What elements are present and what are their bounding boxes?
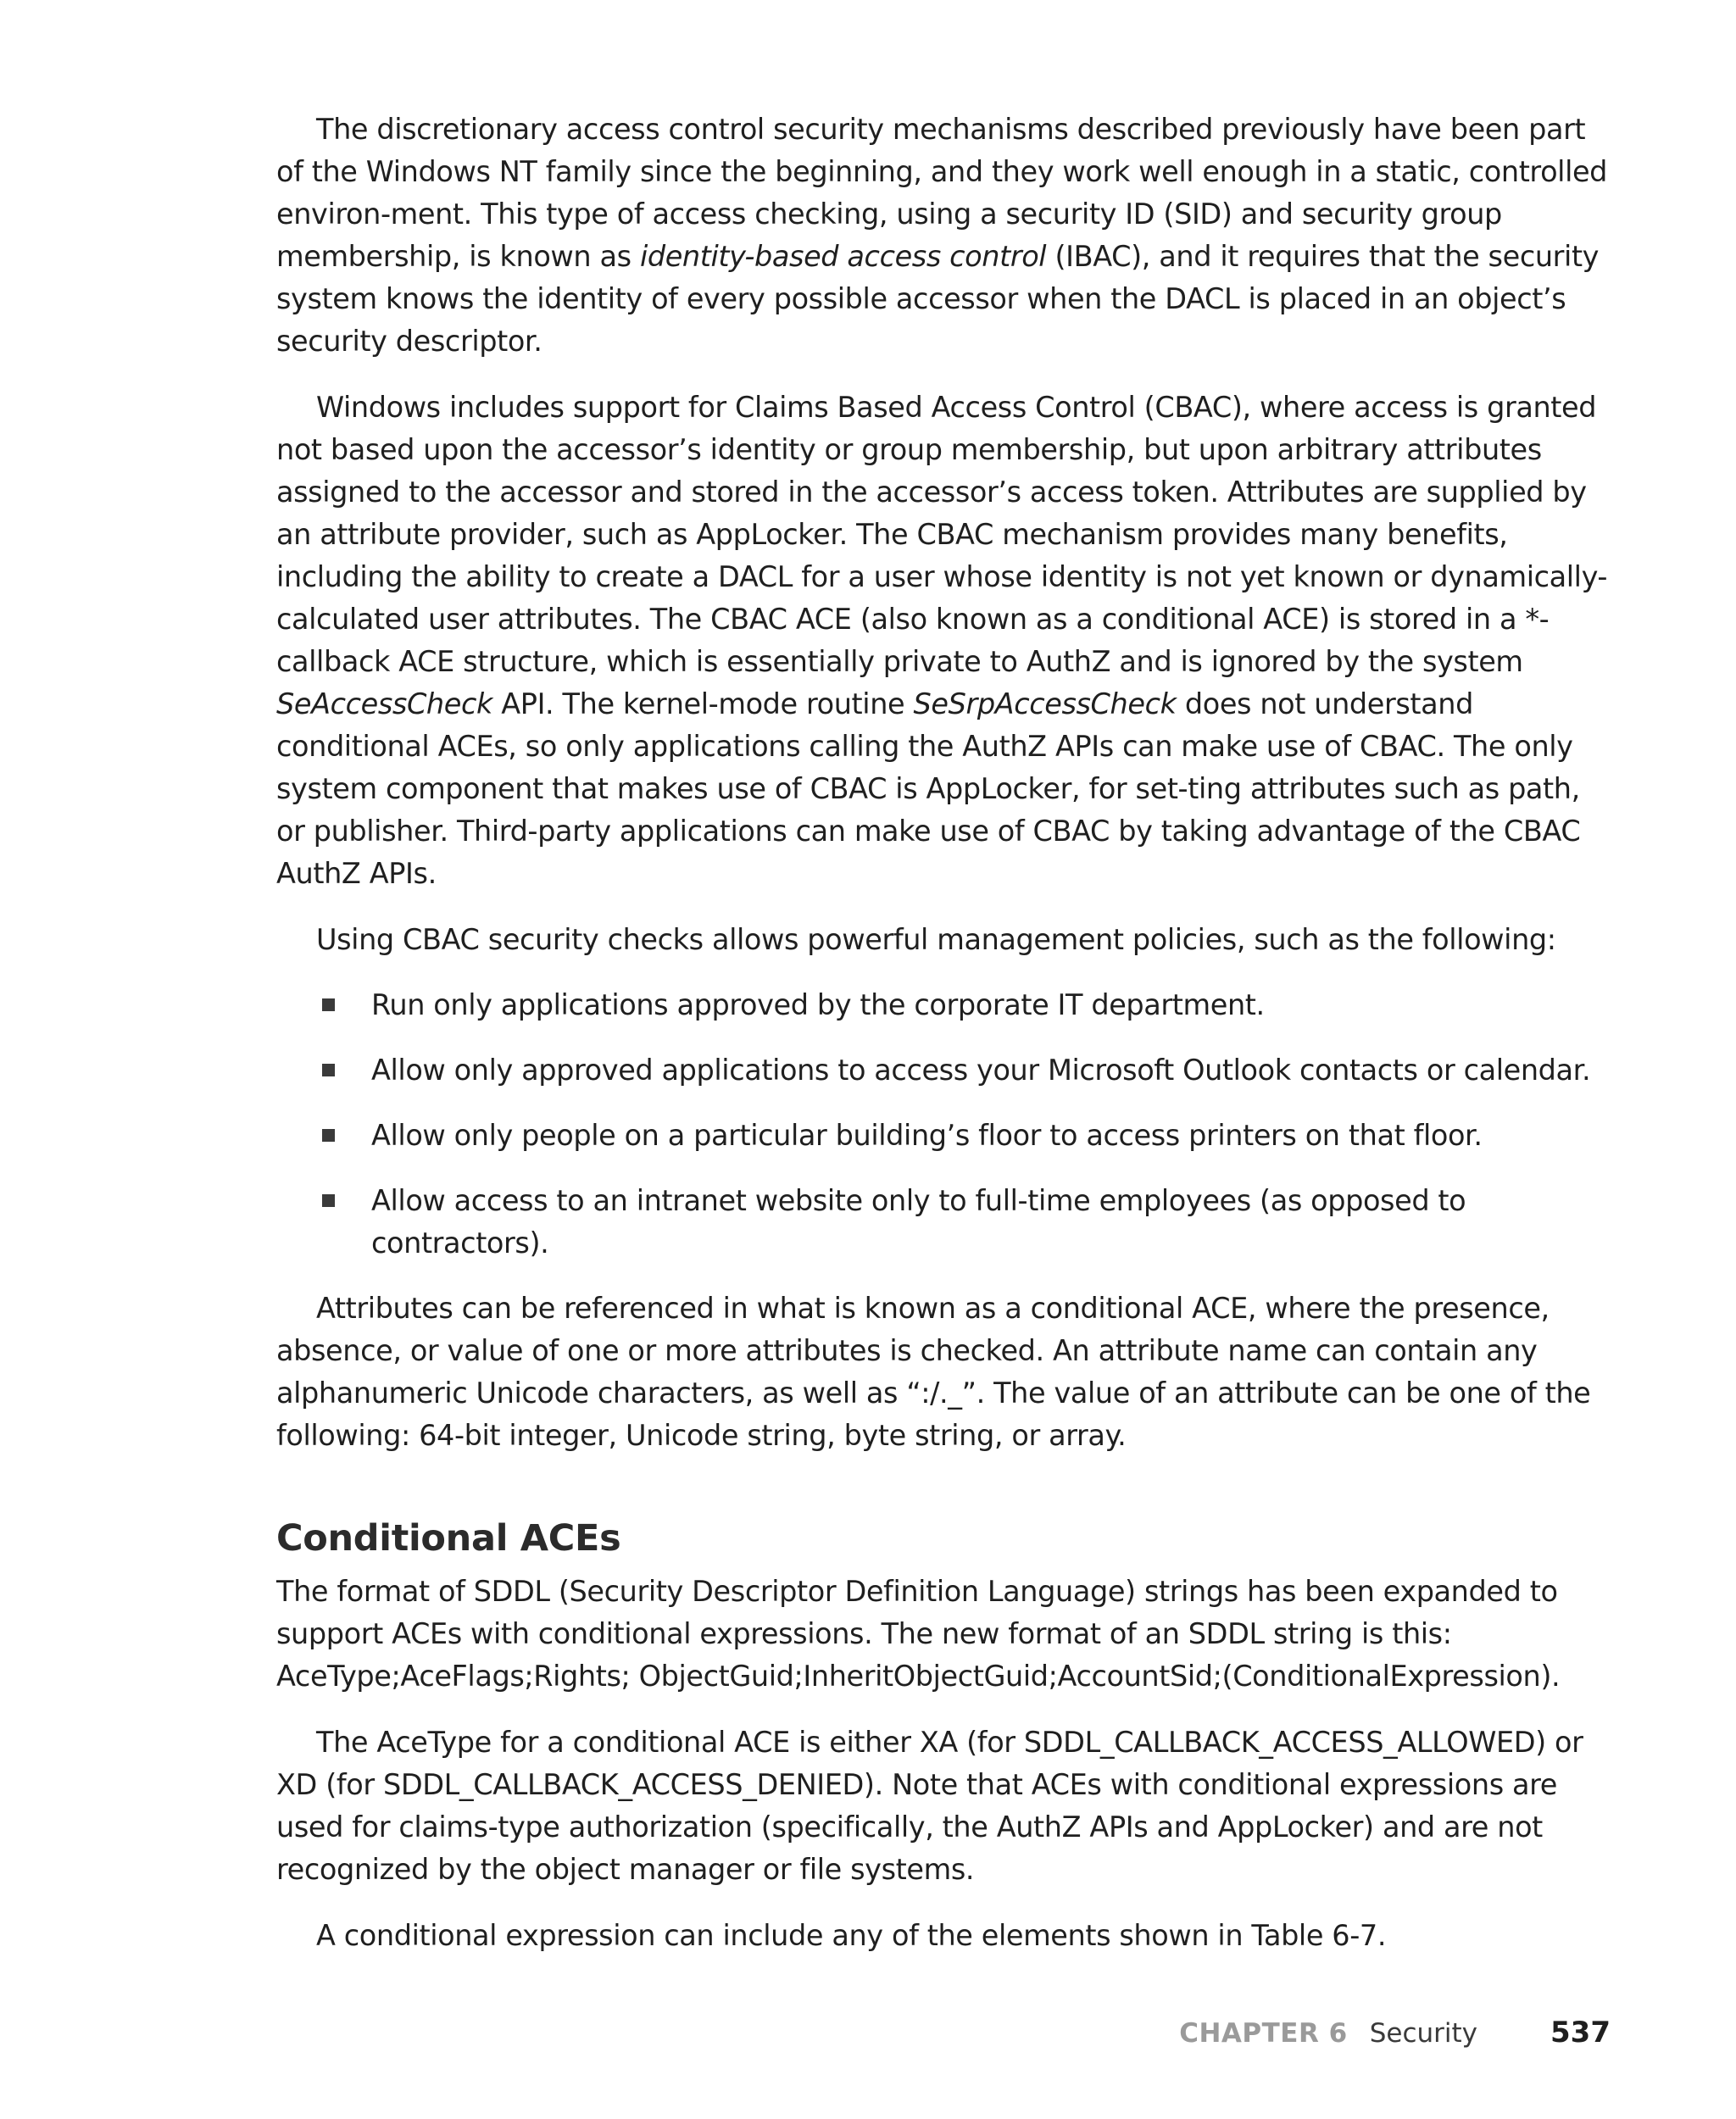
square-bullet-icon — [322, 1129, 335, 1142]
paragraph-sddl-format: The format of SDDL (Security Descriptor Definition Language) strings has been expanded to support ACEs with conditional expressions. The new format of an SDDL string is this: AceType;AceFlags;Rights; ObjectGuid;InheritObjectGuid;AccountSid;(ConditionalExpression). — [276, 1575, 1561, 1693]
list-item-text: Run only applications approved by the corporate IT department. — [371, 988, 1265, 1021]
paragraph-policies-intro: Using CBAC security checks allows powerful management policies, such as the following: — [316, 923, 1556, 956]
list-item-text: Allow access to an intranet website only to full-time employees (as opposed to contractors). — [371, 1184, 1466, 1260]
list-item — [276, 1180, 1611, 1265]
paragraph-text: Windows includes support for Claims Based Access Control (CBAC), where access is granted not based upon the accessor’s identity or group membership, but upon arbitrary attributes assigned to the accessor and stored in the accessor’s access token. Attributes are supplied by an attribute provider, such as AppLocker. The CBAC mechanism provides many benefits, including the ability to create a DACL for a user whose identity is not yet known or dynamically-calculated user attributes. The CBAC ACE (also known as a conditional ACE) is stored in a *-callback ACE structure, which is essentially private to AuthZ and is ignored by the system — [276, 391, 1608, 678]
page-footer — [1179, 2016, 1611, 2050]
footer-chapter-title: Security — [1369, 2018, 1478, 2049]
paragraph-acetype: The AceType for a conditional ACE is either XA (for SDDL_CALLBACK_ACCESS_ALLOWED) or XD (for SDDL_CALLBACK_ACCESS_DENIED). Note that ACEs with conditional expressions are used for claims-type authorization (specifically, the AuthZ APIs and AppLocker) and are not recognized by the object manager or file systems. — [276, 1726, 1583, 1886]
emphasis-term: SeSrpAccessCheck — [913, 687, 1177, 720]
list-item — [276, 1115, 1611, 1157]
paragraph-text: API. The kernel-mode routine — [492, 687, 914, 720]
paragraph-text: The discretionary access control security mechanisms described previously have been part of the Windows NT family since the beginning, and they work well enough in a static, controlled environ-ment. This type of access checking, using a security ID (SID) and security group membership, is known as — [276, 113, 1608, 273]
list-item-text: Allow only people on a particular building’s floor to access printers on that floor. — [371, 1119, 1483, 1152]
paragraph-conditional-expression: A conditional expression can include any of the elements shown in Table 6-7. — [316, 1919, 1387, 1952]
page-body — [276, 108, 1611, 1957]
paragraph-text: does not understand conditional ACEs, so only applications calling the AuthZ APIs can make use of CBAC. The only system component that makes use of CBAC is AppLocker, for set-ting attributes such as path, or publisher. Third-party applications can make use of CBAC by taking advantage of the CBAC AuthZ APIs. — [276, 687, 1581, 890]
list-item — [276, 1049, 1611, 1092]
square-bullet-icon — [322, 1064, 335, 1076]
policy-bullet-list — [276, 984, 1611, 1265]
section-heading: Conditional ACEs — [276, 1517, 621, 1560]
square-bullet-icon — [322, 998, 335, 1011]
list-item-text: Allow only approved applications to access your Microsoft Outlook contacts or calendar. — [371, 1054, 1591, 1087]
emphasis-term: identity-based access control — [639, 240, 1047, 273]
list-item — [276, 984, 1611, 1026]
square-bullet-icon — [322, 1194, 335, 1207]
emphasis-term: SeAccessCheck — [276, 687, 492, 720]
paragraph-ibac — [276, 108, 1611, 363]
footer-chapter: CHAPTER 6 — [1179, 2018, 1348, 2049]
paragraph-cbac — [276, 387, 1611, 895]
paragraph-attributes: Attributes can be referenced in what is known as a conditional ACE, where the presence, absence, or value of one or more attributes is checked. An attribute name can contain any alphanumeric Unicode characters, as well as “:/._”. The value of an attribute can be one of the following: 64-bit integer, Unicode string, byte string, or array. — [276, 1292, 1591, 1452]
paragraph-text: (IBAC), and it requires that the security system knows the identity of every possible accessor when the DACL is placed in an object’s security descriptor. — [276, 240, 1600, 358]
page-number: 537 — [1550, 2016, 1611, 2049]
